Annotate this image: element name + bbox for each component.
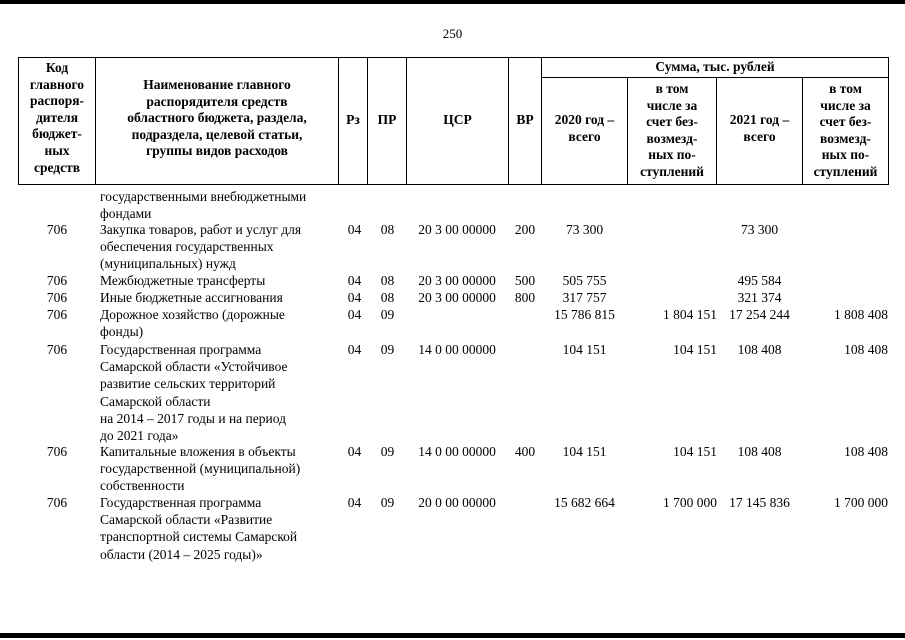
row-name-line: Государственная программа <box>100 342 262 357</box>
row-name-line: фондами <box>100 206 152 222</box>
row-csr: 14 0 00 00000 <box>418 444 496 459</box>
header-2021-total-line: 2021 год – <box>729 112 790 127</box>
header-name-line: Наименование главного <box>143 77 291 92</box>
row-name-line: собственности <box>100 478 185 494</box>
header-2021-incl-line: счет без- <box>819 114 872 130</box>
header-csr-line: ЦСР <box>443 112 472 127</box>
row-name <box>100 221 340 273</box>
page-number: 250 <box>442 26 463 41</box>
header-rz <box>338 57 368 185</box>
row-rz: 04 <box>347 273 362 288</box>
header-2020-incl-line: счет без- <box>646 114 698 130</box>
row-incl-2020: 1 804 151 <box>663 307 717 322</box>
row-name-line: на 2014 – 2017 годы и на период <box>100 410 286 426</box>
header-code-line: Код <box>45 60 69 75</box>
header-2021-incl-line: возмезд- <box>820 130 871 146</box>
row-name <box>100 341 340 444</box>
header-name-line: группы видов расходов <box>146 143 288 159</box>
header-pr <box>367 57 407 185</box>
row-csr: 20 3 00 00000 <box>418 273 496 288</box>
row-csr: 20 0 00 00000 <box>418 495 496 510</box>
row-name <box>100 443 340 495</box>
header-name-line: распорядителя средств <box>146 93 288 109</box>
header-code-line: распоря- <box>29 93 85 109</box>
row-sum-2021: 321 374 <box>737 290 782 305</box>
header-code-line: дителя <box>35 109 79 125</box>
row-csr: 20 3 00 00000 <box>418 222 496 237</box>
row-name-line: Закупка товаров, работ и услуг для <box>100 222 302 237</box>
row-pr: 09 <box>380 307 395 322</box>
header-sum <box>541 57 889 78</box>
header-name <box>95 57 339 185</box>
row-name-line: Межбюджетные трансферты <box>100 273 266 288</box>
row-name-line: государственными внебюджетными <box>100 189 307 204</box>
row-name <box>100 188 340 222</box>
row-pr: 08 <box>380 222 395 237</box>
row-name-line: развитие сельских территорий <box>100 376 276 392</box>
header-2020-incl-line: числе за <box>646 97 698 113</box>
row-code: 706 <box>46 273 68 288</box>
row-sum-2021: 17 254 244 <box>729 307 790 322</box>
row-code: 706 <box>46 290 68 305</box>
header-2021-incl-line: ных по- <box>821 147 870 163</box>
row-vr: 500 <box>514 273 536 288</box>
header-code-line: бюджет- <box>32 126 82 142</box>
row-incl-2021: 1 808 408 <box>834 307 888 322</box>
header-pr-line: ПР <box>377 112 397 127</box>
header-2021-total <box>716 77 803 185</box>
row-sum-2020: 505 755 <box>562 273 607 288</box>
header-sum-line: Сумма, тыс. рублей <box>655 59 775 74</box>
header-2020-incl-line: ных по- <box>648 147 696 163</box>
row-pr: 09 <box>380 342 395 357</box>
row-rz: 04 <box>347 222 362 237</box>
row-name-line: Самарской области «Развитие <box>100 512 273 528</box>
header-name-line: областного бюджета, раздела, <box>127 110 307 126</box>
row-name-line: до 2021 года» <box>100 428 179 444</box>
row-incl-2020: 1 700 000 <box>663 495 717 510</box>
row-code: 706 <box>46 444 68 459</box>
row-pr: 09 <box>380 444 395 459</box>
row-name-line: Самарской области «Устойчивое <box>100 359 288 375</box>
header-2021-total-line: всего <box>743 128 776 144</box>
row-sum-2020: 104 151 <box>562 342 607 357</box>
row-sum-2021: 495 584 <box>737 273 782 288</box>
header-2020-total-line: всего <box>568 128 601 144</box>
row-incl-2021: 1 700 000 <box>834 495 888 510</box>
row-name-line: Государственная программа <box>100 495 262 510</box>
row-vr: 400 <box>514 444 536 459</box>
row-name-line: государственной (муниципальной) <box>100 461 301 477</box>
row-code: 706 <box>46 222 68 237</box>
row-vr: 800 <box>514 290 536 305</box>
header-2020-incl-line: в том <box>655 81 689 96</box>
row-name <box>100 494 340 563</box>
header-2020-incl-line: возмезд- <box>646 130 698 146</box>
bottom-border <box>0 633 905 638</box>
row-code: 706 <box>46 342 68 357</box>
header-code-line: ных <box>44 142 70 158</box>
header-2021-incl-line: в том <box>829 81 862 96</box>
row-incl-2020: 104 151 <box>673 444 717 459</box>
row-csr: 20 3 00 00000 <box>418 290 496 305</box>
header-2020-incl-line: ступлений <box>640 163 704 179</box>
header-2020-total <box>541 77 628 185</box>
row-name-line: области (2014 – 2025 годы)» <box>100 546 263 562</box>
row-name-line: (муниципальных) нужд <box>100 256 236 272</box>
top-border <box>0 0 905 4</box>
row-sum-2020: 317 757 <box>562 290 607 305</box>
header-vr-line: ВР <box>516 112 534 127</box>
row-incl-2021: 108 408 <box>844 444 888 459</box>
row-sum-2021: 108 408 <box>737 342 782 357</box>
row-name <box>100 306 340 340</box>
row-rz: 04 <box>347 495 362 510</box>
header-code <box>18 57 96 185</box>
row-sum-2020: 15 786 815 <box>554 307 615 322</box>
row-name-line: транспортной системы Самарской <box>100 529 298 545</box>
row-sum-2020: 104 151 <box>562 444 607 459</box>
row-code: 706 <box>46 495 68 510</box>
row-vr: 200 <box>514 222 536 237</box>
row-name-line: Самарской области <box>100 393 211 409</box>
row-incl-2020: 104 151 <box>673 342 717 357</box>
row-name-line: обеспечения государственных <box>100 239 274 255</box>
row-rz: 04 <box>347 307 362 322</box>
row-rz: 04 <box>347 290 362 305</box>
row-pr: 09 <box>380 495 395 510</box>
header-csr <box>406 57 509 185</box>
row-name <box>100 289 340 306</box>
row-csr: 14 0 00 00000 <box>418 342 496 357</box>
row-name-line: Дорожное хозяйство (дорожные <box>100 307 285 322</box>
row-sum-2020: 15 682 664 <box>554 495 615 510</box>
row-rz: 04 <box>347 342 362 357</box>
row-name-line: Капитальные вложения в объекты <box>100 444 296 459</box>
row-pr: 08 <box>380 273 395 288</box>
row-sum-2021: 108 408 <box>737 444 782 459</box>
row-incl-2021: 108 408 <box>844 342 888 357</box>
row-sum-2021: 73 300 <box>740 222 779 237</box>
header-2021-incl-line: ступлений <box>813 163 878 179</box>
row-sum-2020: 73 300 <box>565 222 604 237</box>
row-rz: 04 <box>347 444 362 459</box>
header-2020-incl <box>627 77 717 185</box>
row-name <box>100 272 340 289</box>
row-pr: 08 <box>380 290 395 305</box>
row-name-line: фонды) <box>100 324 144 340</box>
header-2021-incl-line: числе за <box>820 97 871 113</box>
row-name-line: Иные бюджетные ассигнования <box>100 290 283 305</box>
header-vr <box>508 57 542 185</box>
header-rz-line: Рз <box>346 112 360 127</box>
header-code-line: главного <box>29 76 85 92</box>
row-sum-2021: 17 145 836 <box>729 495 790 510</box>
header-2020-total-line: 2020 год – <box>554 112 615 127</box>
header-2021-incl <box>802 77 889 185</box>
row-code: 706 <box>46 307 68 322</box>
header-name-line: подраздела, целевой статьи, <box>131 126 303 142</box>
header-code-line: средств <box>33 159 81 175</box>
